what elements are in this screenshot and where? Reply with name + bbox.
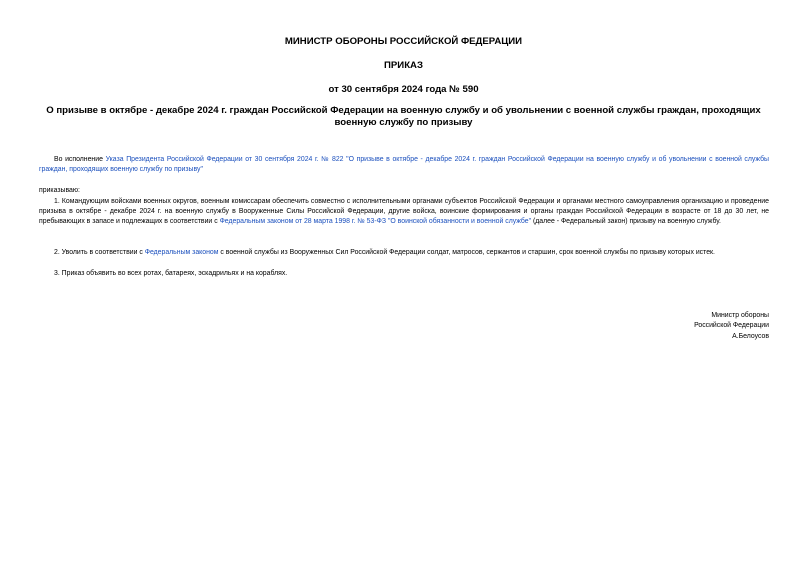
order-item-2 xyxy=(39,248,769,258)
federal-law-link[interactable]: Федеральным законом xyxy=(144,249,219,256)
intro-paragraph xyxy=(39,155,769,175)
order-item-3: 3. Приказ объявить во всех ротах, батареях, эскадрильях и на кораблях. xyxy=(54,270,288,277)
decree-word: приказываю: xyxy=(39,187,80,194)
order-item-2-text-start: 2. Уволить в соответствии с xyxy=(54,249,145,256)
document-title: О призыве в октябре - декабре 2024 г. граждан Российской Федерации на военную службу и об увольнении с военной службы граждан, проходящих военную службу по призыву xyxy=(46,105,761,128)
document-type: ПРИКАЗ xyxy=(384,60,423,71)
signatory-name: А.Белоусов xyxy=(732,332,769,340)
order-item-1-text-end: (далее - Федеральный закон) призыву на военную службу. xyxy=(531,218,721,226)
intro-prefix: Во исполнение xyxy=(54,156,106,163)
document-date-number: от 30 сентября 2024 года № 590 xyxy=(328,84,479,95)
order-item-1 xyxy=(39,197,769,228)
signatory-position-line-2: Российской Федерации xyxy=(694,322,769,330)
signature-block xyxy=(694,311,769,342)
signatory-position-line-1: Министр обороны xyxy=(711,312,769,319)
order-item-1-text-start: 1. Командующим войсками военных округов, военным комиссарам обеспечить совместно с исполнительными органами субъектов Российской Федерации и органами местного самоуправления организацию и проведение призыва в октябре - декабре 2024 г. на военную службу в Вооруженные Силы Российской Федерации, другие войска, воинские формирования и органы граждан Российской Федерации в возрасте от 18 до 30 лет, не пребывающих в запасе и подлежащих в соответствии с xyxy=(39,198,769,226)
order-item-2-text-end: с военной службы из Вооруженных Сил Российской Федерации солдат, матросов, сержантов и старшин, срок военной службы по призыву которых истек. xyxy=(218,249,715,256)
issuing-authority: МИНИСТР ОБОРОНЫ РОССИЙСКОЙ ФЕДЕРАЦИИ xyxy=(284,36,523,47)
federal-law-53-fz-link[interactable]: Федеральным законом от 28 марта 1998 г. № 53-ФЗ "О воинской обязанности и военной службе" xyxy=(219,218,532,226)
presidential-decree-link[interactable]: Указа Президента Российской Федерации от 30 сентября 2024 г. № 822 "О призыве в октябре - декабре 2024 г. граждан Российской Федерации на военную службу и об увольнении с военной службы граждан, проходящих военную службу по призыву" xyxy=(39,156,770,174)
